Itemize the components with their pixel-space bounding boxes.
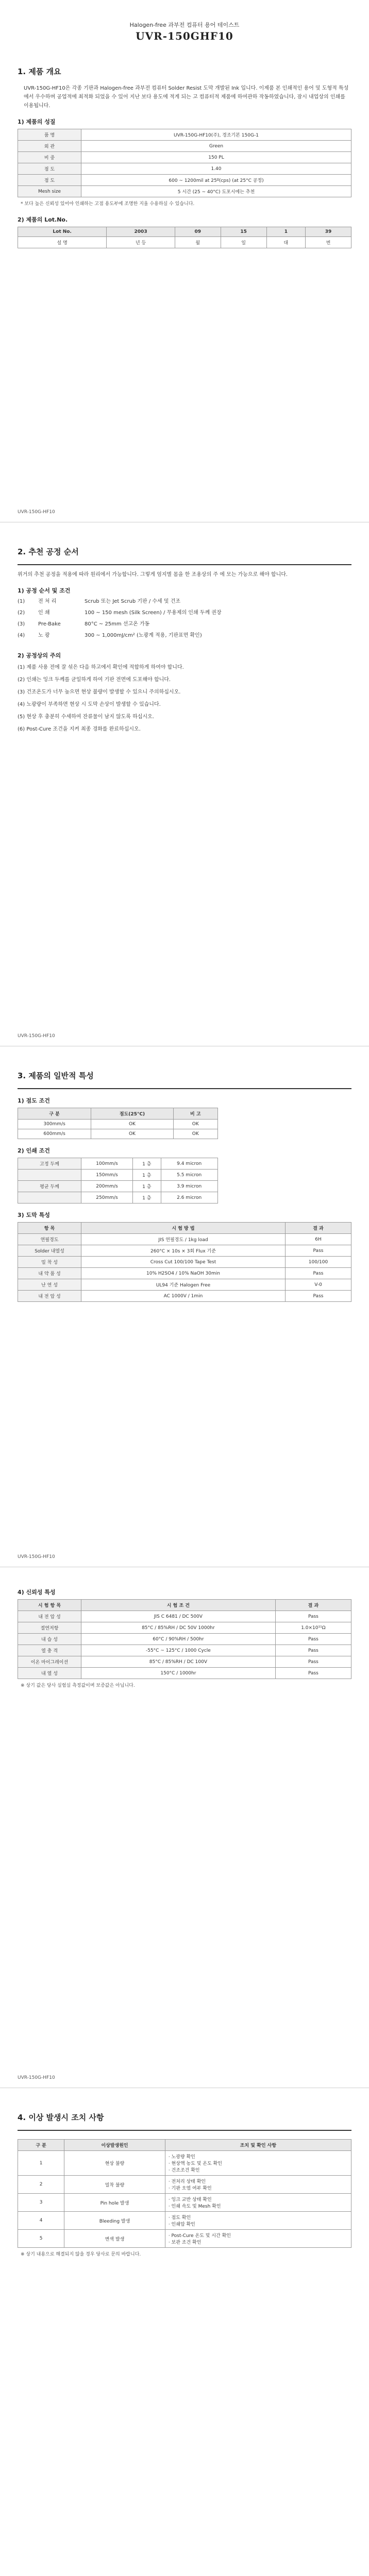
step-name: 전 처 리 [38,599,57,604]
table-cell: · 노광량 확인 · 현상액 농도 및 온도 확인 · 건조조건 확인 [165,2151,351,2176]
table-row [18,175,351,186]
table-cell: 250mm/s [81,1192,133,1204]
table-header-row [18,1108,218,1120]
table-cell: 번 [306,237,351,248]
table-cell: 밀착 불량 [64,2176,165,2194]
table-cell: OK [91,1120,174,1129]
table-row [18,1279,351,1291]
table-row [18,2194,351,2212]
step-number: (2) [18,610,25,616]
table-row [18,1668,351,1679]
table-cell: Pass [275,1645,351,1656]
table-row [18,1257,351,1268]
table-header-cell: 39 [306,227,351,237]
table-cell: 85°C / 85%RH / DC 100V [81,1656,276,1668]
table-cell: 1 층 [132,1158,161,1170]
page-2 [0,522,369,1046]
table-row [18,163,351,175]
doc-title: UVR-150GHF10 [136,30,233,42]
table-header-row [18,1600,351,1611]
table-cell: 내 열 성 [18,1668,81,1679]
table-cell: Pin hole 발생 [64,2194,165,2212]
table-cell: JIS 연필경도 / 1kg load [81,1234,286,1245]
step-item [18,620,351,629]
film-table [18,1222,351,1302]
table-cell: 200mm/s [81,1181,133,1192]
rel-title: 4) 신뢰성 특성 [18,1589,56,1596]
table-header-cell: 15 [221,227,266,237]
lot-table [18,227,351,248]
table-cell: OK [91,1129,174,1139]
table-cell: 2 [18,2176,64,2194]
table-header-cell: 결 과 [285,1223,351,1234]
table-cell: -55°C ~ 125°C / 1000 Cycle [81,1645,276,1656]
table-cell: Pass [275,1656,351,1668]
table-cell: 60°C / 90%RH / 500hr [81,1634,276,1645]
table-cell: 내 약 품 성 [18,1268,81,1279]
table-cell: 대 [266,237,306,248]
table-row [18,1192,218,1204]
table-cell: Pass [275,1611,351,1622]
print-title: 2) 인쇄 조건 [18,1147,50,1154]
table-row [18,1291,351,1302]
step-condition: 80°C ~ 25mm 선고온 가동 [85,621,150,627]
step-name: 인 쇄 [38,610,50,616]
table-cell: OK [173,1129,217,1139]
page-footer: UVR-150G-HF10 [18,1033,55,1039]
table-cell: 150°C / 1000hr [81,1668,276,1679]
caution-item: (6) Post-Cure 조건을 지켜 최종 경화를 완료하십시오. [18,726,141,732]
table-header-cell: 구 분 [18,1108,91,1120]
table-cell: Pass [285,1291,351,1302]
table-row [18,1622,351,1634]
table-cell: Bleeding 발생 [64,2212,165,2230]
rel-note: ※ 상기 값은 당사 실험실 측정값이며 보증값은 아닙니다. [21,1683,135,1688]
table-cell: Pass [275,1634,351,1645]
table-cell: UVR-150G-HF10(주), 경조기본 150G-1 [81,129,351,141]
table-cell: 1.0×10¹¹Ω [275,1622,351,1634]
table-header-cell: Lot No. [18,227,107,237]
table-row [18,1611,351,1622]
table-cell: · 잉크 교반 상태 확인 · 인쇄 속도 및 Mesh 확인 [165,2194,351,2212]
table-row [18,1245,351,1257]
table-cell: 5 시간 (25 ~ 40°C) 도포시에는 추천 [81,186,351,197]
caution-item: (4) 노광량이 부족하면 현상 시 도막 손상이 발생할 수 있습니다. [18,702,161,707]
table-cell: 600 ~ 1200mil at 25º(cps) (at 25°C 공정) [81,175,351,186]
table-cell: 600mm/s [18,1129,91,1139]
table-cell: 1 층 [132,1192,161,1204]
caution-item: (1) 제품 사용 전에 잘 섞은 다음 하고에서 확인에 적합하게 하여야 합니다. [18,665,184,670]
step-condition: 100 ~ 150 mesh (Silk Screen) / 무용제의 인쇄 두께 권장 [85,610,222,616]
spec-table [18,129,351,197]
table-header-cell: 시 험 항 목 [18,1600,81,1611]
table-cell: 변색 발생 [64,2230,165,2248]
table-header-cell: 구 분 [18,2140,64,2151]
step-number: (3) [18,621,25,627]
doc-subtitle: Halogen-free 과부전 컴퓨터 용어 테이스트 [129,22,240,28]
table-cell: 외 관 [18,141,81,152]
rel-table [18,1599,351,1679]
section-1-intro: UVR-150G-HF10은 각종 기판과 Halogen-free 과부전 컴퓨터 Solder Resist 도막 개발된 Ink 입니다. 이제품 본 인쇄적인 용어 및 도형적 특성에서 우수하며 공업적에 최적화 되었을 수 있어 지난 보다 용도에 적게 되는 고 컴퓨터적 제품에 하여관하 작동하였습니다, 잠시 내업상의 인쇄를 이용됩니다. [24,86,349,109]
table-cell: Pass [275,1668,351,1679]
table-cell: 2.6 micron [161,1192,217,1204]
table-row [18,152,351,163]
table-header-row [18,1223,351,1234]
step-condition: Scrub 또는 Jet Scrub 기판 / 수세 및 건조 [85,599,181,604]
table-cell: 월 [175,237,221,248]
table-cell: V-0 [285,1279,351,1291]
table-cell: 1 층 [132,1181,161,1192]
table-cell: 내 전 압 성 [18,1611,81,1622]
table-cell: 3 [18,2194,64,2212]
step-name: Pre-Bake [38,621,61,627]
table-row [18,1129,218,1139]
table-cell: OK [173,1120,217,1129]
table-cell: 3.9 micron [161,1181,217,1192]
table-header-cell: 결 과 [275,1600,351,1611]
table-row [18,2151,351,2176]
step-item [18,609,351,617]
lot-title: 2) 제품의 Lot.No. [18,216,68,223]
table-row [18,237,351,248]
table-cell: 년 등 [107,237,175,248]
table-cell: Pass [285,1268,351,1279]
table-cell: Pass [285,1245,351,1257]
visc-title: 1) 점도 조건 [18,1097,50,1104]
table-header-cell: 2003 [107,227,175,237]
table-row [18,2176,351,2194]
step-item [18,632,351,640]
step-number: (1) [18,599,25,604]
table-cell: 비 중 [18,152,81,163]
table-cell: 5 [18,2230,64,2248]
table-header-row [18,227,351,237]
table-header-cell: 항 목 [18,1223,81,1234]
table-cell: Green [81,141,351,152]
table-cell: AC 1000V / 1min [81,1291,286,1302]
table-cell: 10% H2SO4 / 10% NaOH 30min [81,1268,286,1279]
caution-item: (3) 건조온도가 너무 높으면 현상 불량이 발생할 수 있으니 주의하십시오. [18,689,181,695]
page-4 [0,1567,369,2088]
table-header-cell: 09 [175,227,221,237]
table-cell: 100/100 [285,1257,351,1268]
page-footer: UVR-150G-HF10 [18,2075,55,2080]
table-cell: 점 도 [18,175,81,186]
table-cell: 4 [18,2212,64,2230]
table-cell: 1 층 [132,1170,161,1181]
table-cell: 300mm/s [18,1120,91,1129]
section-3-title: 3. 제품의 일반적 특성 [18,1071,94,1080]
table-cell: 1 [18,2151,64,2176]
table-cell: 150 PL [81,152,351,163]
table-cell: UL94 기준 Halogen Free [81,1279,286,1291]
table-cell: 150mm/s [81,1170,133,1181]
table-cell: 9.4 micron [161,1158,217,1170]
section-rule [18,564,351,565]
table-cell: · 전처리 상태 확인 · 기판 오염 여부 확인 [165,2176,351,2194]
section-2-intro: 위거의 추천 공정을 적용에 따라 원리에서 가능합니다. 그렇게 엄지별 몸을 한 조용상의 주 에 모는 가능으로 해야 합니다. [18,572,288,578]
section-rule [18,2130,351,2131]
table-row [18,1158,218,1170]
step-condition: 300 ~ 1,000mJ/cm² (노광계 적용, 기판표면 확인) [85,633,202,638]
spec-title: 1) 제품의 성질 [18,118,56,125]
table-cell: Mesh size [18,186,81,197]
table-header-cell: 비 고 [173,1108,217,1120]
table-cell: 6H [285,1234,351,1245]
table-header-row [18,2140,351,2151]
steps-list [18,598,351,640]
table-cell: 내 전 압 성 [18,1291,81,1302]
table-cell: 밀 착 성 [18,1257,81,1268]
table-cell: 품 명 [18,129,81,141]
table-row [18,1120,218,1129]
table-row [18,1645,351,1656]
table-cell: 1.40 [81,163,351,175]
table-cell: 100mm/s [81,1158,133,1170]
table-cell: · 점도 확인 · 인쇄압 확인 [165,2212,351,2230]
table-cell: 평균 두께 [18,1181,81,1192]
table-cell: 5.5 micron [161,1170,217,1181]
table-cell: JIS C 6481 / DC 500V [81,1611,276,1622]
step-number: (4) [18,633,25,638]
page-3 [0,1046,369,1567]
trouble-note: ※ 상기 내용으로 해결되지 않을 경우 당사로 문의 바랍니다. [21,2252,141,2257]
table-cell: 고정 두께 [18,1158,81,1170]
table-cell: Cross Cut 100/100 Tape Test [81,1257,286,1268]
table-header-cell: 시 험 방 법 [81,1223,286,1234]
section-1-title: 1. 제품 개요 [18,67,61,76]
table-row [18,1181,218,1192]
table-cell: 현상 불량 [64,2151,165,2176]
table-header-cell: 이상발생원인 [64,2140,165,2151]
page-footer: UVR-150G-HF10 [18,510,55,515]
table-cell: 이온 마이그레이션 [18,1656,81,1668]
table-cell: 설 명 [18,237,107,248]
table-row [18,1634,351,1645]
table-cell: 내 습 성 [18,1634,81,1645]
table-row [18,2212,351,2230]
table-header-cell: 조치 및 확인 사항 [165,2140,351,2151]
film-title: 3) 도막 특성 [18,1212,50,1218]
table-cell [18,1170,81,1181]
table-row [18,1170,218,1181]
table-row [18,129,351,141]
page-footer: UVR-150G-HF10 [18,1554,55,1560]
table-header-cell: 1 [266,227,306,237]
table-cell: 난 연 성 [18,1279,81,1291]
table-row [18,141,351,152]
step-item [18,598,351,606]
cautions-title: 2) 공정상의 주의 [18,652,61,659]
table-cell: 점 도 [18,163,81,175]
table-cell: 절연저항 [18,1622,81,1634]
steps-title: 1) 공정 순서 및 조건 [18,587,71,594]
table-cell: · Post-Cure 온도 및 시간 확인 · 보관 조건 확인 [165,2230,351,2248]
section-rule [18,1088,351,1089]
table-cell [18,1192,81,1204]
caution-item: (5) 현상 후 충분히 수세하여 잔류물이 남지 않도록 하십시오. [18,714,154,720]
table-header-cell: 점도(25°C) [91,1108,174,1120]
page-5 [0,2088,369,2576]
table-header-cell: 시 험 조 건 [81,1600,276,1611]
caution-item: (2) 인쇄는 잉크 두께를 균일하게 하여 기판 전면에 도포해야 합니다. [18,677,171,683]
section-4-title: 4. 이상 발생시 조치 사항 [18,2113,104,2122]
section-2-title: 2. 추천 공정 순서 [18,547,79,556]
spec-note: * 보다 높은 신뢰성 있어야 인쇄하는 고점 용도부에 조명한 지울 수용하실 수 있습니다. [21,201,195,207]
table-cell: 85°C / 85%RH / DC 50V 1000hr [81,1622,276,1634]
table-cell: Solder 내열성 [18,1245,81,1257]
table-row [18,2230,351,2248]
table-row [18,1268,351,1279]
table-cell: 260°C × 10s × 3회 Flux 기준 [81,1245,286,1257]
table-row [18,186,351,197]
table-row [18,1656,351,1668]
cautions-list [18,663,351,734]
step-name: 노 광 [38,633,50,638]
page-1 [0,0,369,522]
trouble-table [18,2139,351,2248]
visc-table [18,1108,218,1139]
table-row [18,1234,351,1245]
print-table [18,1158,218,1204]
table-cell: 일 [221,237,266,248]
table-cell: 연필경도 [18,1234,81,1245]
table-cell: 열 충 격 [18,1645,81,1656]
